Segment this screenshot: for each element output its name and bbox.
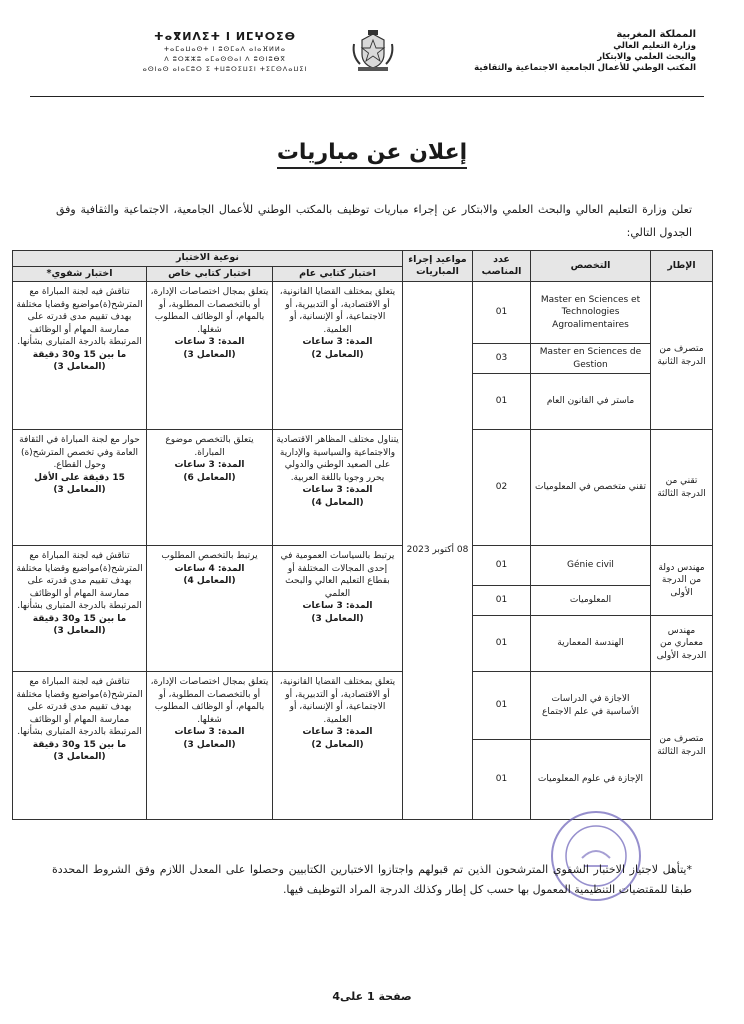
tifinagh-title: ⵜⴰⴳⵍⴷⵉⵜ ⵏ ⵍⵎⵖⵔⵉⴱ: [153, 30, 296, 43]
date-cell: 08 أكتوبر 2023: [403, 282, 473, 820]
header-written-general: اختبار كتابي عام: [273, 266, 403, 282]
posts-cell: 01: [473, 672, 531, 740]
posts-cell: 01: [473, 374, 531, 430]
header-cadre: الإطار: [651, 251, 713, 282]
special-exam-cell: يرتبط بالتخصص المطلوب المدة: 4 ساعات (المعامل 4): [147, 546, 273, 672]
special-exam-cell: يتعلق بمجال اختصاصات الإدارة، أو بالتخصصات المطلوبة، أو بالمهام، أو الوظائف المطلوب شغلها. المدة: 3 ساعات (المعامل 3): [147, 672, 273, 820]
oral-exam-cell: تناقش فيه لجنة المباراة مع المترشح(ة)مواضيع وقضايا مختلفة بهدف تقييم مدى قدرته على ممارسة المهام أو الوظائف المرتبطة بالدرجة المتبارى بشأنها. ما بين 15 و30 دقيقة (المعامل 3): [13, 282, 147, 430]
specialty-cell: الهندسة المعمارية: [531, 616, 651, 672]
page-number: صفحة 1 على4: [332, 990, 412, 1003]
footer-note: *يتأهل لاجتياز الاختبار الشفوي المترشحون الذين تم قبولهم واجتازوا الاختبارين الكتابيين وحصلوا على المعدل اللازم وفق الشروط المحددة طبقا للمقتضيات التنظيمية المعمول بها حسب كل إطار وكذلك الدرجة المراد التوظيف فيها.: [52, 863, 692, 896]
header-tifinagh: [110, 30, 340, 74]
header-posts: عدد المناصب: [473, 251, 531, 282]
ministry-label: وزارة التعليم العالي: [613, 41, 696, 51]
specialty-cell: الاجازة في الدراسات الأساسية في علم الاجتماع: [531, 672, 651, 740]
table-row: [13, 672, 713, 740]
header-written-special: اختبار كتابي خاص: [147, 266, 273, 282]
oral-exam-cell: حوار مع لجنة المباراة في الثقافة العامة وفي تخصص المترشح(ة) وحول القطاع. 15 دقيقة على الأقل (المعامل 3): [13, 430, 147, 546]
specialty-cell: Master en Sciences de Gestion: [531, 344, 651, 374]
posts-cell: 01: [473, 740, 531, 820]
table-row: [13, 430, 713, 546]
posts-cell: 02: [473, 430, 531, 546]
oral-exam-cell: تناقش فيه لجنة المباراة مع المترشح(ة)مواضيع وقضايا مختلفة بهدف تقييم مدى قدرته على ممارسة المهام أو الوظائف المرتبطة بالدرجة المتبارى بشأنها. ما بين 15 و30 دقيقة (المعامل 3): [13, 546, 147, 672]
ministry-label-2: والبحث العلمي والابتكار: [597, 52, 696, 62]
posts-cell: 01: [473, 282, 531, 344]
special-exam-cell: يتعلق بالتخصص موضوع المباراة. المدة: 3 ساعات (المعامل 6): [147, 430, 273, 546]
general-exam-cell: يتعلق بمختلف القضايا القانونية، أو الاقتصادية، أو التدبيرية، أو الاجتماعية، أو الإنسانية، أو العلمية. المدة: 3 ساعات (المعامل 2): [273, 672, 403, 820]
tifinagh-line-2: ⴷ ⵓⵔⵣⵣⵓ ⴰⵎⴰⵙⵙⴰⵏ ⴷ ⵓⵙⵏⵓⴱⴳ: [164, 55, 286, 63]
intro-paragraph: تعلن وزارة التعليم العالي والبحث العلمي والابتكار عن إجراء مباريات توظيف بالمكتب الوطني للأعمال الجامعية، الاجتماعية والثقافية وفق الجدول التالي:: [56, 203, 692, 239]
header-oral: اختبار شفوي*: [13, 266, 147, 282]
exams-table: [12, 250, 713, 820]
special-exam-cell: يتعلق بمجال اختصاصات الإدارة، أو بالتخصصات المطلوبة، أو بالمهام، أو الوظائف المطلوب شغلها. المدة: 3 ساعات (المعامل 3): [147, 282, 273, 430]
header-date: مواعيد إجراء المباريات: [403, 251, 473, 282]
header-arabic: [436, 28, 696, 74]
specialty-cell: تقني متخصص في المعلوميات: [531, 430, 651, 546]
posts-cell: 01: [473, 586, 531, 616]
office-label: المكتب الوطني للأعمال الجامعية الاجتماعية والثقافية: [474, 63, 696, 73]
cadre-cell: تقني من الدرجة الثالثة: [651, 430, 713, 546]
specialty-cell: Master en Sciences et Technologies Agroalimentaires: [531, 282, 651, 344]
cadre-cell: متصرف من الدرجة الثانية: [651, 282, 713, 430]
specialty-cell: المعلوميات: [531, 586, 651, 616]
cadre-cell: مهندس معماري من الدرجة الأولى: [651, 616, 713, 672]
tifinagh-line-1: ⵜⴰⵎⴰⵡⴰⵙⵜ ⵏ ⵓⵙⵎⴰⴷ ⴰⵏⴰⴼⵍⵍⴰ: [164, 45, 286, 53]
tifinagh-line-3: ⴰⵙⵏⴰⵙ ⴰⵏⴰⵎⵓⵔ ⵉ ⵜⵡⵓⵔⵉⵡⵉⵏ ⵜⵉⵎⵙⴷⴰⵡⵉⵏ: [142, 65, 308, 73]
specialty-cell: الإجازة في علوم المعلوميات: [531, 740, 651, 820]
general-exam-cell: يتناول مختلف المظاهر الاقتصادية والاجتماعية والسياسية والإدارية على الصعيد الوطني والدولي يحرر وجوبا باللغة العربية. المدة: 3 ساعات (المعامل 4): [273, 430, 403, 546]
posts-cell: 01: [473, 616, 531, 672]
oral-exam-cell: تناقش فيه لجنة المباراة مع المترشح(ة)مواضيع وقضايا مختلفة بهدف تقييم مدى قدرته على ممارسة المهام أو الوظائف المرتبطة بالدرجة المتبارى بشأنها. ما بين 15 و30 دقيقة (المعامل 3): [13, 672, 147, 820]
cadre-cell: مهندس دولة من الدرجة الأولى: [651, 546, 713, 616]
header-exam-type: نوعية الاختبار: [13, 251, 403, 267]
general-exam-cell: يرتبط بالسياسات العمومية في إحدى المجالات المختلفة أو بقطاع التعليم العالي والبحث العلمي المدة: 3 ساعات (المعامل 3): [273, 546, 403, 672]
coat-of-arms-icon: [350, 30, 396, 72]
table-row: [13, 546, 713, 586]
cadre-cell: متصرف من الدرجة الثالثة: [651, 672, 713, 820]
table-header-row: [13, 251, 713, 267]
posts-cell: 03: [473, 344, 531, 374]
header-specialty: التخصص: [531, 251, 651, 282]
header-divider: [30, 96, 704, 97]
kingdom-label: المملكة المغربية: [616, 29, 696, 40]
page-title: إعلان عن مباريات: [0, 140, 744, 165]
specialty-cell: ماستر في القانون العام: [531, 374, 651, 430]
table-row: [13, 282, 713, 344]
general-exam-cell: يتعلق بمختلف القضايا القانونية، أو الاقتصادية، أو التدبيرية، أو الاجتماعية، أو الإنسانية، أو العلمية. المدة: 3 ساعات (المعامل 2): [273, 282, 403, 430]
specialty-cell: Génie civil: [531, 546, 651, 586]
posts-cell: 01: [473, 546, 531, 586]
